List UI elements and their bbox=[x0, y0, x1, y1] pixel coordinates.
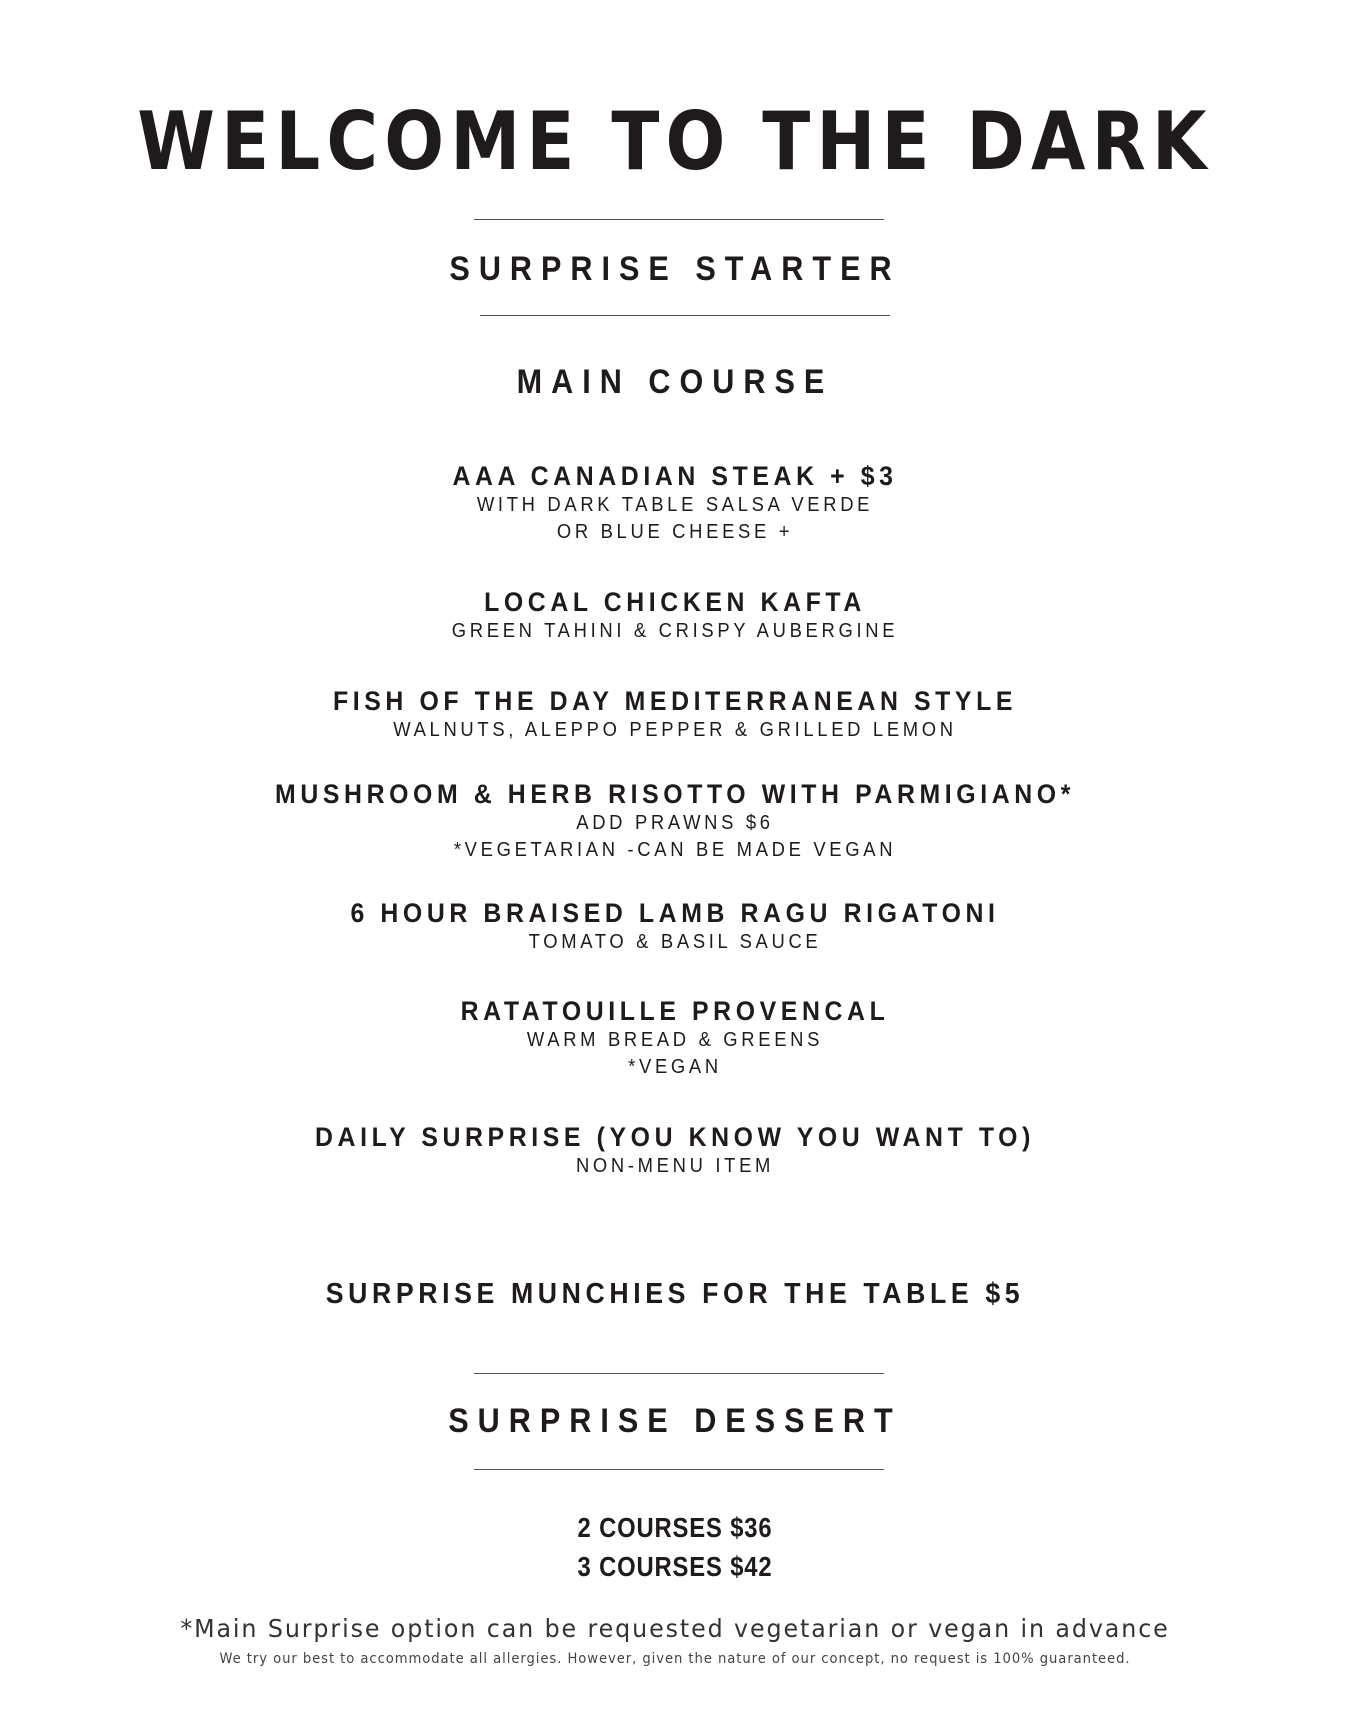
menu-item-desc: NON-MENU ITEM bbox=[575, 1155, 775, 1177]
divider-bottom-dessert bbox=[474, 1469, 884, 1470]
menu-item-name: 6 HOUR BRAISED LAMB RAGU RIGATONI bbox=[350, 898, 1000, 928]
menu-item-name: DAILY SURPRISE (YOU KNOW YOU WANT TO) bbox=[315, 1122, 1035, 1152]
price-three-courses: 3 COURSES $42 bbox=[577, 1551, 773, 1582]
menu-item-desc: ADD PRAWNS $6 bbox=[576, 812, 774, 834]
menu-item-desc: GREEN TAHINI & CRISPY AUBERGINE bbox=[451, 620, 899, 642]
menu-item-desc: WITH DARK TABLE SALSA VERDE bbox=[476, 494, 874, 516]
menu-item-name: LOCAL CHICKEN KAFTA bbox=[484, 587, 866, 617]
dietary-note: *Main Surprise option can be requested vegetarian or vegan in advance bbox=[180, 1614, 1170, 1643]
menu-item-name: FISH OF THE DAY MEDITERRANEAN STYLE bbox=[332, 686, 1018, 716]
menu-item-name: MUSHROOM & HERB RISOTTO WITH PARMIGIANO* bbox=[275, 779, 1075, 809]
munchies-line: SURPRISE MUNCHIES FOR THE TABLE $5 bbox=[325, 1278, 1025, 1310]
section-main-course: MAIN COURSE bbox=[516, 363, 834, 401]
menu-item-desc: WALNUTS, ALEPPO PEPPER & GRILLED LEMON bbox=[393, 719, 957, 741]
menu-item-name: AAA CANADIAN STEAK + $3 bbox=[452, 461, 898, 491]
menu-title: WELCOME TO THE DARK bbox=[137, 95, 1213, 188]
menu-item-name: RATATOUILLE PROVENCAL bbox=[460, 996, 890, 1026]
menu-item-desc: WARM BREAD & GREENS bbox=[526, 1029, 824, 1051]
menu-item-desc: *VEGETARIAN -CAN BE MADE VEGAN bbox=[453, 839, 897, 861]
divider-top-dessert bbox=[474, 1373, 884, 1374]
price-two-courses: 2 COURSES $36 bbox=[577, 1512, 773, 1543]
menu-item-desc: *VEGAN bbox=[628, 1056, 722, 1078]
menu-item-desc: TOMATO & BASIL SAUCE bbox=[528, 931, 822, 953]
allergy-disclaimer: We try our best to accommodate all allergies. However, given the nature of our concept, no request is 100% guaranteed. bbox=[219, 1651, 1131, 1667]
divider-bottom-starter bbox=[480, 315, 890, 316]
divider-top-starter bbox=[474, 219, 884, 220]
section-surprise-starter: SURPRISE STARTER bbox=[449, 250, 901, 288]
section-surprise-dessert: SURPRISE DESSERT bbox=[448, 1402, 902, 1440]
menu-item-desc: OR BLUE CHEESE + bbox=[556, 521, 794, 543]
